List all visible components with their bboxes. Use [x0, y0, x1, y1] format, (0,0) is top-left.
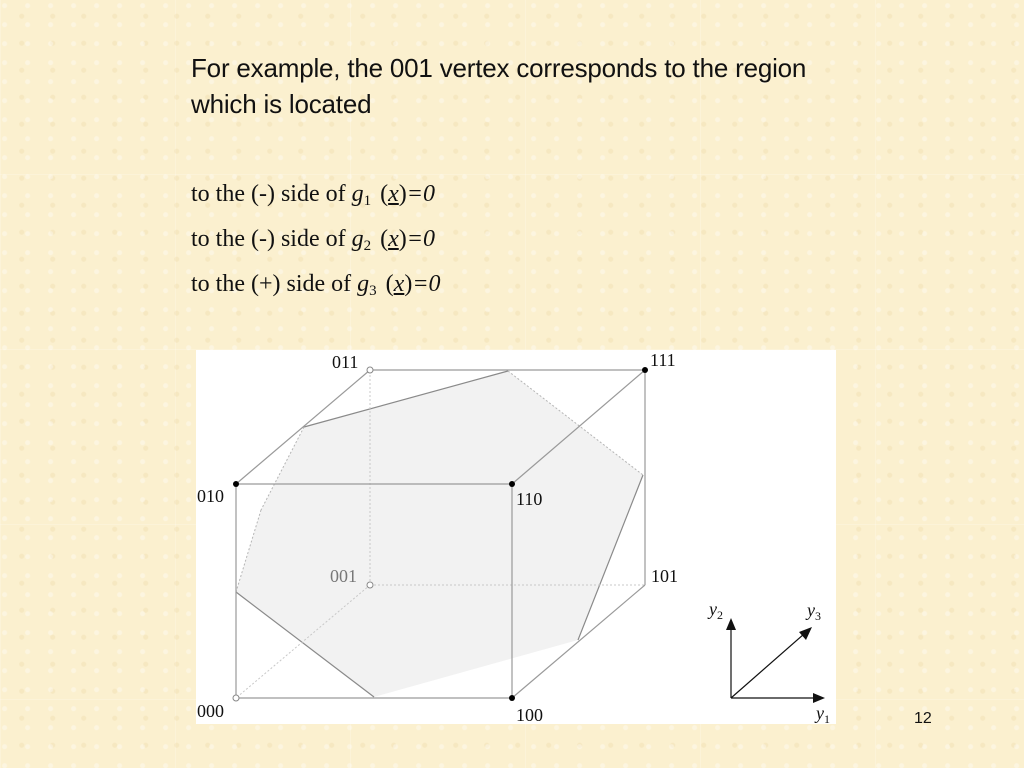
axis-y3-line — [731, 634, 804, 698]
vertex-label-100: 100 — [516, 705, 543, 724]
vertex-001-marker — [367, 582, 373, 588]
function-index: 1 — [363, 193, 372, 209]
paren-open: ( — [379, 271, 394, 297]
condition-g2 — [191, 226, 435, 255]
function-name: g — [357, 271, 370, 297]
vertex-label-000: 000 — [197, 701, 224, 721]
condition-prefix: to the (+) side of — [191, 271, 358, 297]
vertex-111-marker — [642, 367, 648, 373]
vertex-label-110: 110 — [516, 489, 543, 509]
vertex-000-marker — [233, 695, 239, 701]
axis-y1-arrowhead — [813, 693, 825, 703]
condition-g3 — [191, 271, 441, 300]
equals-zero: =0 — [406, 181, 435, 207]
paren-close: ) — [404, 271, 413, 297]
axis-label-y2: $y_2$ — [709, 599, 723, 622]
vertex-label-101: 101 — [651, 566, 678, 586]
equals-zero: =0 — [406, 226, 435, 252]
vertex-label-001: 001 — [330, 566, 357, 586]
page-number: 12 — [914, 710, 932, 727]
decision-plane — [236, 371, 643, 697]
axis-label-y1: $y_1$ — [816, 703, 830, 724]
paren-open: ( — [374, 181, 389, 207]
coordinate-axes — [726, 618, 825, 703]
function-name: g — [351, 226, 364, 252]
condition-prefix: to the (-) side of — [191, 181, 352, 207]
vector-x: x — [393, 271, 405, 297]
vertex-label-010: 010 — [197, 486, 224, 506]
condition-g1 — [191, 181, 435, 210]
cube-figure — [196, 350, 836, 724]
axis-y3-arrowhead — [799, 627, 812, 640]
function-index: 2 — [363, 238, 372, 254]
vertex-010-marker — [233, 481, 239, 487]
condition-prefix: to the (-) side of — [191, 226, 352, 252]
function-index: 3 — [369, 283, 377, 299]
vertex-110-marker — [509, 481, 515, 487]
vertex-label-011: 011 — [332, 352, 359, 372]
cube-diagram — [196, 350, 836, 724]
paren-close: ) — [398, 181, 407, 207]
vector-x: x — [388, 226, 399, 252]
vertex-011-marker — [367, 367, 373, 373]
vertex-100-marker — [509, 695, 515, 701]
function-name: g — [351, 181, 364, 207]
axis-y2-arrowhead — [726, 618, 736, 630]
intro-text: For example, the 001 vertex corresponds to the region which is located — [191, 53, 807, 119]
axis-label-y3: $y_3$ — [807, 600, 821, 623]
paren-close: ) — [398, 226, 407, 252]
paren-open: ( — [374, 226, 389, 252]
vertex-label-111: 111 — [650, 350, 676, 370]
equals-zero: =0 — [412, 271, 441, 297]
vector-x: x — [388, 181, 399, 207]
